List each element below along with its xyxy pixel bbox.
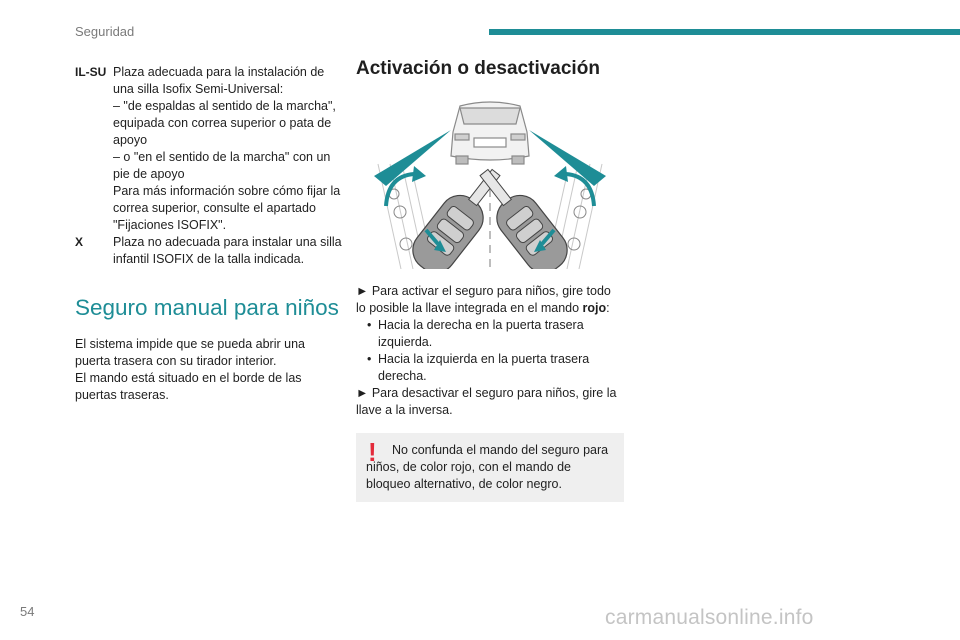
definition-line: Plaza adecuada para la instalación de una silla Isofix Semi-Universal:: [113, 65, 325, 96]
definition-body: [113, 64, 343, 234]
beam-left: [374, 130, 451, 186]
car-rear-icon: [451, 102, 529, 164]
child-lock-diagram: [356, 94, 624, 269]
warning-note-text: No confunda el mando del seguro para niños, de color rojo, con el mando de bloqueo alternativo, de color negro.: [366, 443, 609, 491]
warning-note: [356, 433, 624, 502]
definition-line: Plaza no adecuada para instalar una silla infantil ISOFIX de la talla indicada.: [113, 235, 342, 266]
step-activate: [356, 283, 624, 317]
header-accent-bar: [489, 29, 960, 35]
section-title: Seguro manual para niños: [75, 295, 339, 320]
bullet-item: [356, 351, 624, 385]
step-activate-text: ► Para activar el seguro para niños, gire todo lo posible la llave integrada en el mando: [356, 284, 611, 315]
bullet-item: [356, 317, 624, 351]
beam-right: [529, 130, 606, 186]
step-activate-suffix: :: [606, 301, 610, 315]
definition-line: Para más información sobre cómo fijar la correa superior, consulte el apartado "Fijaciones ISOFIX".: [113, 184, 341, 232]
definition-x: [75, 234, 343, 268]
exclamation-icon: !: [368, 437, 377, 467]
definition-body: [113, 234, 343, 268]
activation-steps: [356, 283, 624, 419]
paragraph-line: El mando está situado en el borde de las puertas traseras.: [75, 371, 302, 402]
definition-line: – "de espaldas al sentido de la marcha", equipada con correa superior o pata de apoyo: [113, 99, 336, 147]
watermark: carmanualsonline.info: [605, 606, 814, 629]
left-column: [75, 64, 343, 404]
step-deactivate: ► Para desactivar el seguro para niños, gire la llave a la inversa.: [356, 386, 617, 417]
bullet-text: • Hacia la derecha en la puerta trasera izquierda.: [378, 318, 584, 349]
bullet-text: • Hacia la izquierda en la puerta trasera derecha.: [378, 352, 590, 383]
header-title: Seguridad: [75, 24, 135, 39]
page-number: 54: [20, 604, 35, 619]
definition-il-su: [75, 64, 343, 234]
right-heading: Activación o desactivación: [356, 58, 600, 79]
step-activate-bold: rojo: [582, 301, 607, 315]
section-paragraph: [75, 336, 343, 404]
definition-line: – o "en el sentido de la marcha" con un pie de apoyo: [113, 150, 331, 181]
right-column: [356, 58, 624, 502]
definition-term: X: [75, 235, 84, 249]
paragraph-line: El sistema impide que se pueda abrir una puerta trasera con su tirador interior.: [75, 337, 305, 368]
definition-term: IL-SU: [75, 65, 107, 79]
